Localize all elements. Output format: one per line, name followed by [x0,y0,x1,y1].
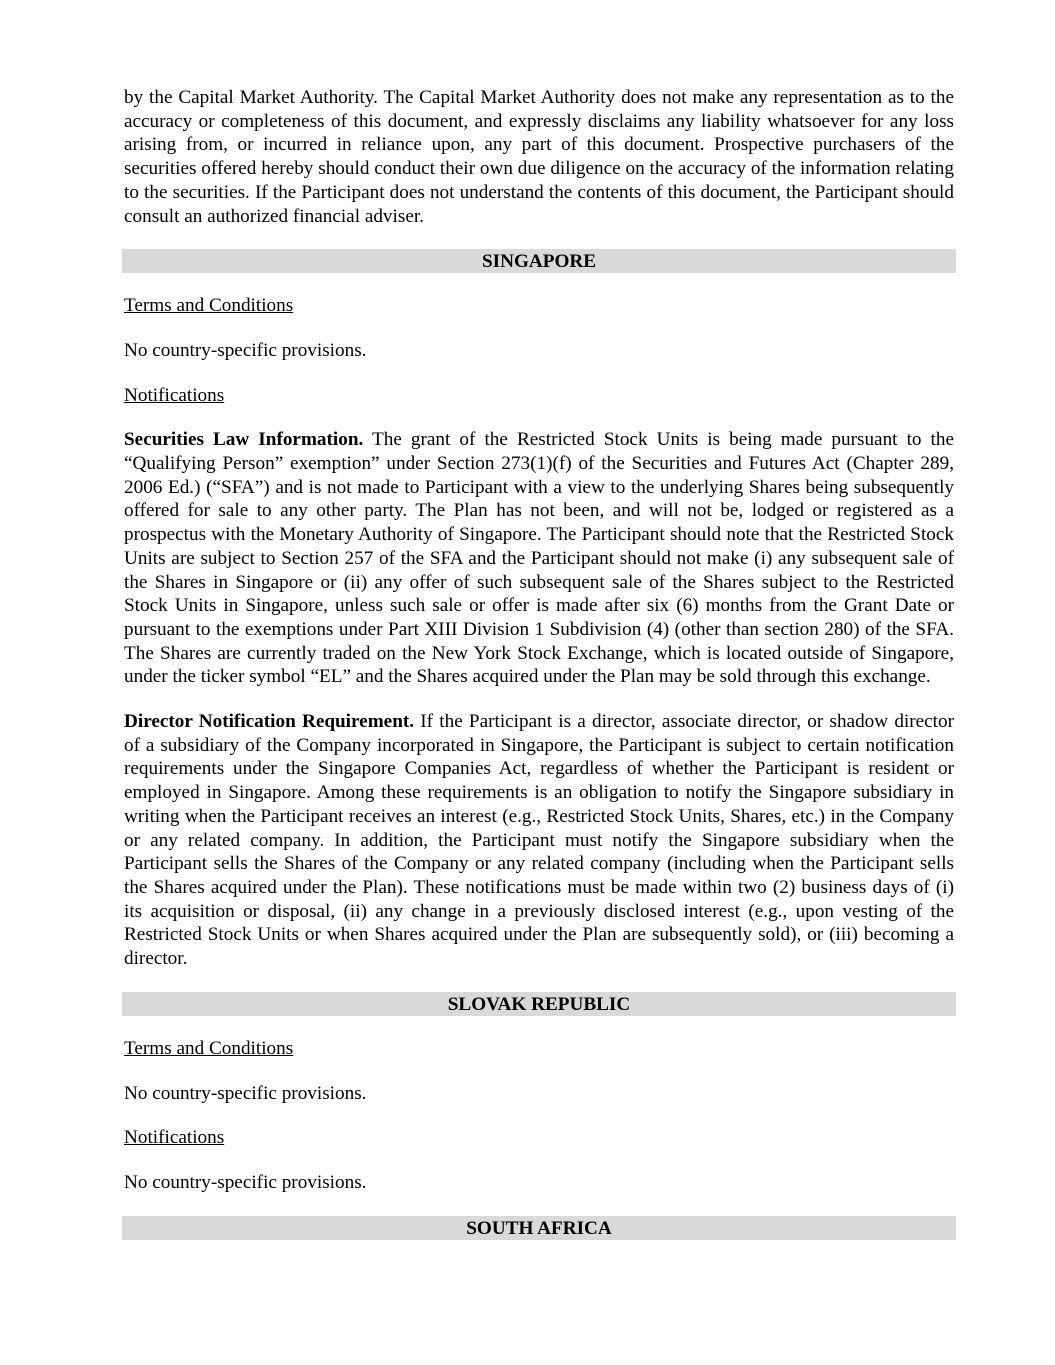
intro-paragraph: by the Capital Market Authority. The Capital Market Authority does not make any representation as to the accuracy or completeness of this document, and expressly disclaims any liability whatsoever for any loss arising from, or incurred in reliance upon, any part of this document. Prospective purchasers of the securities offered hereby should conduct their own due diligence on the accuracy of the information relating to the securities. If the Participant does not understand the contents of this document, the Participant should consult an authorized financial adviser. [124,87,954,227]
slovak-terms-heading [124,1037,954,1061]
section-heading-south-africa: SOUTH AFRICA [122,1216,956,1240]
slovak-notifications-heading-text: Notifications [124,1127,225,1149]
slovak-terms-text: No country-specific provisions. [124,1082,367,1104]
section-heading-slovak-republic: SLOVAK REPUBLIC [122,992,956,1016]
singapore-terms-heading [124,294,954,318]
slovak-notifications-text: No country-specific provisions. [124,1171,367,1193]
singapore-terms-heading-text: Terms and Conditions [124,295,294,317]
securities-law-paragraph [124,428,954,689]
singapore-notifications-heading [124,384,954,408]
slovak-terms-heading-text: Terms and Conditions [124,1037,294,1059]
director-notification-title: Director Notification Requirement. [124,711,415,733]
director-notification-text: If the Participant is a director, associate director, or shadow director of a subsidiary of the Company incorporated in Singapore, the Participant is subject to certain notification requirements under the Singapore Companies Act, regardless of whether the Participant is resident or employed in Singapore. Among these requirements is an obligation to notify the Singapore subsidiary in writing when the Participant receives an interest (e.g., Restricted Stock Units, Shares, etc.) in the Company or any related company. In addition, the Participant must notify the Singapore subsidiary when the Participant sells the Shares of the Company or any related company (including when the Participant sells the Shares acquired under the Plan). These notifications must be made within two (2) business days of (i) its acquisition or disposal, (ii) any change in a previously disclosed interest (e.g., upon vesting of the Restricted Stock Units or when Shares acquired under the Plan are subsequently sold), or (iii) becoming a director. [124,711,954,970]
singapore-terms-text: No country-specific provisions. [124,339,367,361]
document-page [124,86,954,1261]
securities-law-title: Securities Law Information. [124,429,364,451]
slovak-notifications-heading [124,1126,954,1150]
section-heading-singapore: SINGAPORE [122,249,956,273]
director-notification-paragraph [124,710,954,971]
singapore-notifications-heading-text: Notifications [124,384,225,406]
securities-law-text: The grant of the Restricted Stock Units is being made pursuant to the “Qualifying Person” exemption” under Section 273(1)(f) of the Securities and Futures Act (Chapter 289, 2006 Ed.) (“SFA”) and is not made to Participant with a view to the underlying Shares being subsequently offered for sale to any other party. The Plan has not been, and will not be, lodged or registered as a prospectus with the Monetary Authority of Singapore. The Participant should note that the Restricted Stock Units are subject to Section 257 of the SFA and the Participant should not make (i) any subsequent sale of the Shares in Singapore or (ii) any offer of such subsequent sale of the Shares subject to the Restricted Stock Units in Singapore, unless such sale or offer is made after six (6) months from the Grant Date or pursuant to the exemptions under Part XIII Division 1 Subdivision (4) (other than section 280) of the SFA. The Shares are currently traded on the New York Stock Exchange, which is located outside of Singapore, under the ticker symbol “EL” and the Shares acquired under the Plan may be sold through this exchange. [124,429,954,688]
